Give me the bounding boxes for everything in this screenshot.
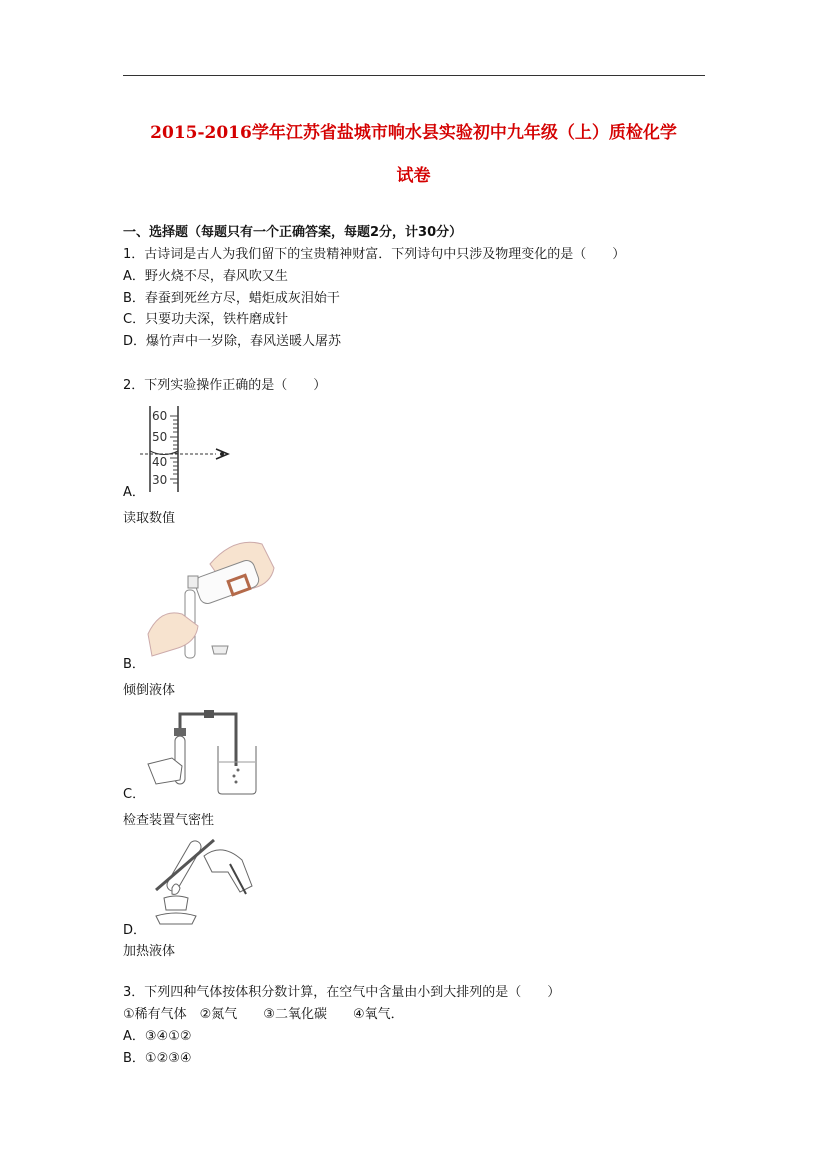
scale-label-50: 50 [152, 430, 168, 444]
pouring-liquid-figure [138, 530, 278, 670]
figure-b-option: B． [123, 657, 145, 672]
figure-a-option: A． [123, 485, 145, 500]
question-3-option-b: B．①②③④ [123, 1051, 192, 1066]
figure-c-option: C． [123, 787, 146, 802]
heating-liquid-figure [142, 832, 262, 932]
document-title: 2015-2016学年江苏省盐城市响水县实验初中九年级（上）质检化学 [150, 123, 677, 143]
figure-d-option: D． [123, 923, 147, 938]
figure-a-caption: 读取数值 [123, 511, 176, 526]
question-3-option-a: A．③④①② [123, 1029, 192, 1044]
question-3-items: ①稀有气体 ②氮气 ③二氧化碳 ④氧气． [123, 1007, 404, 1022]
scale-label-60: 60 [152, 409, 168, 423]
question-1-option-c: C．只要功夫深，铁杵磨成针 [123, 312, 289, 327]
scale-label-30: 30 [152, 473, 168, 487]
question-1-option-a: A．野火烧不尽，春风吹又生 [123, 269, 288, 284]
question-1-stem: 1．古诗词是古人为我们留下的宝贵精神财富．下列诗句中只涉及物理变化的是（ ） [123, 247, 626, 262]
header-rule [123, 75, 705, 76]
question-3-stem: 3．下列四种气体按体积分数计算，在空气中含量由小到大排列的是（ ） [123, 985, 561, 1000]
figure-b-caption: 倾倒液体 [123, 683, 176, 698]
question-1-option-d: D．爆竹声中一岁除，春风送暖人屠苏 [123, 334, 342, 349]
cylinder-reading-figure [138, 404, 238, 496]
figure-d-caption: 加热液体 [123, 944, 176, 959]
eye-icon [216, 449, 228, 459]
scale-label-40: 40 [152, 455, 168, 469]
figure-c-caption: 检查装置气密性 [123, 813, 215, 828]
question-1-option-b: B．春蚕到死丝方尽，蜡炬成灰泪始干 [123, 291, 340, 306]
section-heading: 一、选择题（每题只有一个正确答案，每题2分，计30分） [123, 225, 463, 240]
document-title-continued: 试卷 [396, 166, 431, 186]
airtightness-check-figure [142, 706, 272, 798]
question-2-stem: 2．下列实验操作正确的是（ ） [123, 378, 327, 393]
